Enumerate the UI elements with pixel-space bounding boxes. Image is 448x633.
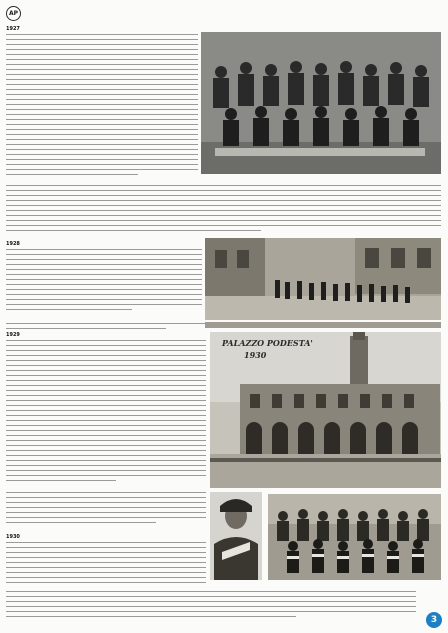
athlete-photo (210, 492, 262, 580)
text-block-1929-b (6, 491, 206, 531)
palazzo-sign-year: 1930 (244, 350, 267, 360)
text-block-1927-b (6, 184, 441, 237)
year-heading-1927: 1927 (6, 26, 20, 32)
club-logo (6, 6, 21, 21)
year-heading-1929: 1929 (6, 332, 20, 338)
text-block-1928-b (6, 322, 206, 332)
palazzo-sign: PALAZZO PODESTA' (222, 338, 313, 348)
year-heading-1928: 1928 (6, 241, 20, 247)
club-logo-text: AP (8, 10, 19, 17)
page-number: 3 (430, 615, 438, 625)
parade-marchers (205, 238, 441, 320)
text-block-1930-a (6, 541, 206, 587)
text-block-1927-a (6, 33, 198, 180)
text-block-1928-a (6, 248, 202, 318)
year-heading-1930: 1930 (6, 534, 20, 540)
palazzo-photo (210, 332, 441, 488)
text-block-1930-b (6, 590, 416, 626)
page-number-badge (426, 612, 442, 628)
group-photo (268, 494, 441, 580)
text-block-1929 (6, 339, 206, 489)
team-photo (201, 32, 441, 174)
parade-photo-lower (205, 322, 441, 328)
